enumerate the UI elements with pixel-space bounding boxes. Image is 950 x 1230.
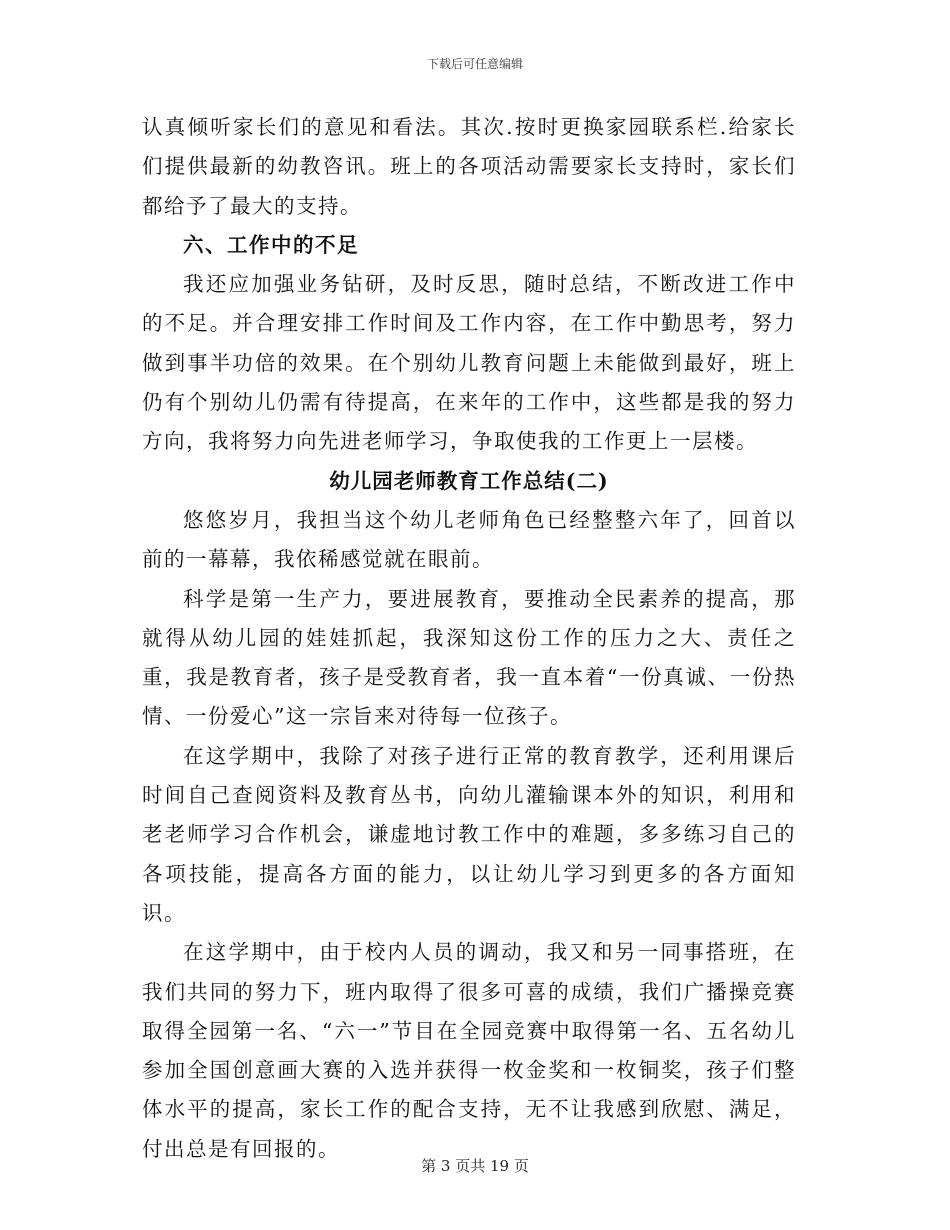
document-body <box>142 108 796 1169</box>
page-header: 下载后可任意编辑 <box>426 57 523 71</box>
page-number: 第 3 页共 19 页 <box>421 1157 529 1175</box>
paragraph-2: 我还应加强业务钻研，及时反思，随时总结，不断改进工作中的不足。并合理安排工作时间及工作内容，在工作中勤思考，努力做到事半功倍的效果。在个别幼儿教育问题上未能做到最好，班上仍有个别幼儿仍需有待提高，在来年的工作中，这些都是我的努力方向，我将努力向先进老师学习，争取使我的工作更上一层楼。 <box>142 272 796 454</box>
paragraph-5: 在这学期中，我除了对孩子进行正常的教育教学，还利用课后时间自己查阅资料及教育丛书，向幼儿灌输课本外的知识，利用和老老师学习合作机会，谦虚地讨教工作中的难题，多多练习自己的各项技能，提高各方面的能力，以让幼儿学习到更多的各方面知识。 <box>142 743 796 925</box>
section-heading-6: 六、工作中的不足 <box>183 232 359 257</box>
paragraph-3: 悠悠岁月，我担当这个幼儿老师角色已经整整六年了，回首以前的一幕幕，我依稀感觉就在眼前。 <box>142 507 796 572</box>
paragraph-1: 认真倾听家长们的意见和看法。其次.按时更换家园联系栏.给家长们提供最新的幼教咨讯。班上的各项活动需要家长支持时，家长们都给予了最大的支持。 <box>142 115 796 218</box>
article-title-2: 幼儿园老师教育工作总结(二) <box>329 468 609 493</box>
paragraph-4: 科学是第一生产力，要进展教育，要推动全民素养的提高，那就得从幼儿园的娃娃抓起，我深知这份工作的压力之大、责任之重，我是教育者，孩子是受教育者，我一直本着“一份真诚、一份热情、一份爱心”这一宗旨来对待每一位孩子。 <box>142 586 796 729</box>
paragraph-6: 在这学期中，由于校内人员的调动，我又和另一同事搭班，在我们共同的努力下，班内取得了很多可喜的成绩，我们广播操竞赛取得全园第一名、“六一”节目在全园竞赛中取得第一名、五名幼儿参加全国创意画大赛的入选并获得一枚金奖和一枚铜奖，孩子们整体水平的提高，家长工作的配合支持，无不让我感到欣慰、满足，付出总是有回报的。 <box>142 940 796 1161</box>
